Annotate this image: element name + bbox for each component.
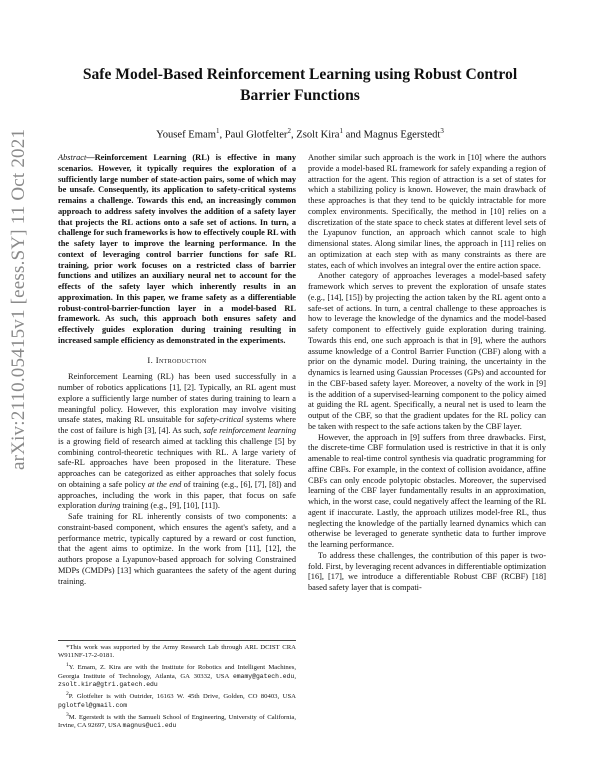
- footnote-mark: 3: [66, 711, 69, 718]
- section-number: I.: [147, 354, 154, 365]
- right-paragraph-3: However, the approach in [9] suffers from three drawbacks. First, the discrete-time CBF formulation used is restrictive in that it is only amenable to real-time control synthesis via quadratic programming for affine CBFs. For example, in the context of collision avoidance, affine CBFs can only encode polytopic obstacles. Moreover, the supervised learning of the CBF layer fundamentally results in an approximation, which, in the worst case, could negatively affect the learning of the RL agent if inaccurate. Lastly, the approach utilizes model-free RL, thus neglecting the knowledge of the partially learned dynamics which can otherwise be leveraged to generate synthetic data to further improve the learning performance.: [308, 432, 546, 549]
- author-list: [60, 125, 540, 142]
- footnote-affiliation-1: $^1$Y. Emam, Z. Kira are with the Institute for Robotics and Intelligent Machines, Georgia Institute of Technology, Atlanta, GA 30332, USA emamy@gatech.edu, zsolt.kira@gtri.gatech.edu: [58, 662, 296, 689]
- footnote-text: M. Egerstedt is with the Samueli School of Engineering, University of California, Irvine, CA 92697, USA: [58, 714, 296, 730]
- email-link[interactable]: zsolt.kira@gtri.gatech.edu: [58, 681, 158, 689]
- abstract-label: Abstract: [58, 153, 87, 162]
- text-run: systems where the cost of failure is high [3], [4]. As such,: [58, 415, 296, 435]
- author-affiliation-mark: 3: [440, 127, 444, 135]
- emphasis-run: safe reinforcement learning: [203, 426, 296, 435]
- footnote-funding: *This work was supported by the Army Research Lab through ARL DCIST CRA W911NF-17-2-0181.: [58, 644, 296, 660]
- emphasis-run: during: [98, 501, 121, 511]
- abstract-body: Reinforcement Learning (RL) is effective in many scenarios. However, it typically requires the exploration of a sufficiently large number of state-action pairs, some of which may be unsafe. Consequently, its application to safety-critical systems remains a challenge. Towards this end, an increasingly common approach to address safety involves the addition of a safety layer that projects the RL actions onto a safe set of actions. In turn, a challenge for such frameworks is how to effectively couple RL with the safety layer to improve the learning performance. In the context of leveraging control barrier functions for safe RL training, prior work focuses on a restricted class of barrier functions and utilizes an auxiliary neural net to account for the effects of the safety layer which inherently results in an approximation. In this paper, we frame safety as a differentiable robust-control-barrier-function layer in a model-based RL framework. As such, this approach both ensures safety and effectively guides exploration during training resulting in increased sample efficiency as demonstrated in the experiments.: [58, 153, 296, 345]
- arxiv-identifier: arXiv:2110.05415v1 [eess.SY] 11 Oct 2021: [8, 128, 29, 470]
- footnote-mark: 1: [66, 662, 69, 669]
- section-title: Introduction: [155, 354, 207, 365]
- emphasis-run: at the end: [147, 479, 182, 489]
- left-column: [58, 153, 296, 587]
- text-run: Reinforcement Learning (RL) has been used successfully in a number of robotics applications [1], [2]. Typically, an RL agent must explore a sufficiently large number of states during training to learn a meaningful policy. However, this exploration may involve visiting unsafe states, making RL unsuitable for: [58, 372, 296, 425]
- footnote-affiliation-3: [58, 711, 296, 731]
- right-column: [308, 153, 546, 594]
- footnote-mark: 2: [66, 691, 69, 698]
- abstract-dash: —: [86, 153, 95, 162]
- right-paragraph-1: Another similar such approach is the work in [10] where the authors provide a model-based RL framework for safely expanding a region of attraction for the agent. This region of attraction is a set of states for which a stabilizing policy is known. However, the main drawback of these approaches is that they tend to be quickly intractable for more complex environments. Specifically, the method in [10] relies on a discretization of the state space to check states at different level sets of the Lyapunov function, an approach which cannot scale to high dimensional states. Along similar lines, the approach in [11] relies on an optimization at each step with as many constraints as there are states, each of which involves an integral over the entire action space.: [308, 153, 546, 270]
- author-separator: ,: [219, 129, 225, 141]
- section-heading-introduction: [58, 355, 296, 366]
- abstract: [58, 153, 296, 347]
- right-paragraph-2: Another category of approaches leverages a model-based safety framework which serves to prevent the exploration of unsafe states (e.g., [14], [15]) by projecting the action taken by the RL agent onto a safe-set of actions. In turn, a central challenge to these approaches is how to leverage the knowledge of the dynamics and the model-based safety component to effectively guide exploration during training. Towards this end, one such approach is that in [9], where the authors assume knowledge of a Control Barrier Function (CBF) along with a prior on the dynamic model. During training, the uncertainty in the dynamics is learned using Gaussian Processes (GPs) and accounted for in the CBF-based safety layer. Moreover, a novelty of the work in [9] is the addition of a supervised-learning component to the policy aimed at guiding the RL agent. Specifically, a neural net is used to learn the output of the CBF, so that the gradient updates for the RL policy can be taken with respect to the safe actions taken by the CBF layer.: [308, 271, 546, 431]
- text-run: is a growing field of research aimed at tackling this challenge [5] by combining control-theoretic techniques with RL. A large variety of safe-RL approaches have been proposed in the literature. These approaches can be categorized as either approaches that solely focus on obtaining a safe policy: [58, 436, 296, 489]
- right-paragraph-4: To address these challenges, the contribution of this paper is two-fold. First, by leveraging recent advances in differentiable optimization [16], [17], we introduce a differentiable Robust CBF (RCBF) [18] based safety layer that is compati-: [308, 550, 546, 592]
- author-separator: and: [342, 129, 364, 141]
- author-name: Paul Glotfelter: [224, 129, 288, 141]
- text-run: training (e.g., [9], [10], [11]).: [120, 501, 220, 511]
- footnote-affiliation-2: [58, 690, 296, 710]
- author-affiliation-mark: 1: [215, 127, 220, 135]
- footnote-text: Y. Emam, Z. Kira are with the Institute for Robotics and Intelligent Machines, Georgia Institute of Technology, Atlanta, GA 30332, USA: [58, 664, 296, 680]
- intro-paragraph-1: [58, 372, 296, 512]
- text-run: of training (e.g., [6], [7], [8]) and approaches, including the work in this paper, that focus on safe exploration: [58, 479, 296, 511]
- author-affiliation-mark: 2: [287, 127, 291, 135]
- emphasis-run: safety-critical: [197, 415, 244, 425]
- author-name: Yousef Emam: [156, 129, 216, 141]
- email-link[interactable]: pglotfel@gmail.com: [58, 701, 128, 709]
- intro-paragraph-2: Safe training for RL inherently consists of two components: a constraint-based component, which ensures the agent's safety, and a performance metric, typically captured by a reward or cost function, that the agent aims to optimize. In the work from [11], [12], the authors propose a Lyapunov-based approach for solving Constrained MDPs (CMDPs) [13] which guarantees the safety of the agent during training.: [58, 512, 296, 586]
- footnotes: [58, 640, 296, 732]
- author-name: Zsolt Kira: [296, 129, 340, 141]
- email-link[interactable]: magnus@uci.edu: [122, 722, 177, 730]
- author-separator: ,: [290, 129, 297, 141]
- email-link[interactable]: emamy@gatech.edu: [232, 672, 295, 680]
- footnote-text: P. Glotfelter is with Outrider, 16163 W. 45th Drive, Golden, CO 80403, USA: [68, 693, 296, 701]
- author-name: Magnus Egerstedt: [363, 129, 441, 141]
- author-affiliation-mark: 1: [339, 127, 343, 135]
- paper-title: Safe Model-Based Reinforcement Learning using Robust Control Barrier Functions: [82, 66, 518, 104]
